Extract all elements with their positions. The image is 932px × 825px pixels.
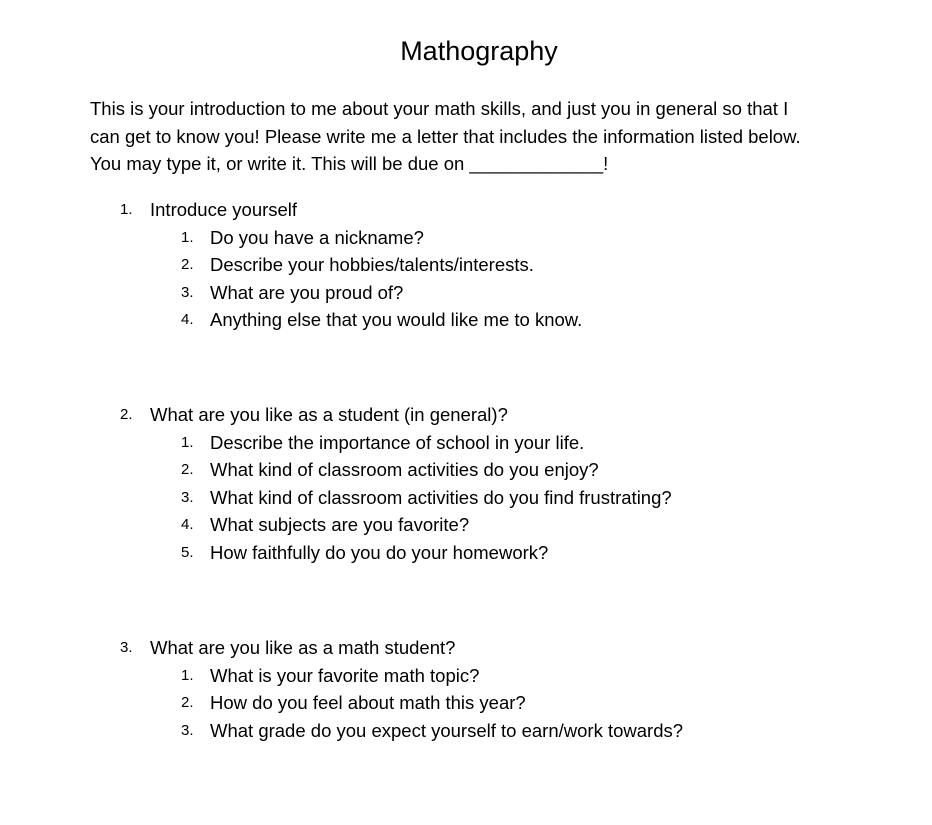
section-heading [0,196,932,224]
list-number: 3. [181,283,194,301]
list-item-text: How faithfully do you do your homework? [210,541,549,563]
list-number: 3. [181,488,194,506]
list-item [0,279,932,307]
list-item-text: What kind of classroom activities do you enjoy? [210,459,599,480]
list-item [0,662,932,690]
list-item-text: Anything else that you would like me to know. [210,309,583,330]
list-item [0,539,932,567]
list-item-text: What grade do you expect yourself to earn/work towards? [210,719,684,741]
list-number: 3. [120,639,133,656]
question-section [0,401,932,566]
intro-line: can get to know you! Please write me a letter that includes the information listed below. [90,125,801,147]
list-item-text: What is your favorite math topic? [210,664,480,686]
list-number: 2. [181,256,194,273]
list-number: 1. [120,201,133,218]
list-item-text: What subjects are you favorite? [210,514,470,535]
list-item-text: Do you have a nickname? [210,226,424,248]
list-number: 4. [181,516,194,533]
section-heading-text: Introduce yourself [150,199,298,220]
list-item [0,511,932,539]
list-number: 2. [120,406,133,423]
list-item-text: How do you feel about math this year? [210,692,526,713]
list-item [0,224,932,252]
list-number: 1. [181,228,194,246]
list-item [0,456,932,484]
section-heading-text: What are you like as a student (in general)? [150,404,508,425]
list-item-text: Describe your hobbies/talents/interests. [210,254,534,275]
list-item [0,306,932,334]
list-number: 3. [181,721,194,739]
document-title: Mathography [400,36,558,66]
section-heading-text: What are you like as a math student? [150,637,456,658]
list-number: 1. [181,666,194,684]
section-heading [0,401,932,429]
list-item [0,717,932,745]
intro-paragraph [90,95,890,178]
list-number: 1. [181,433,194,451]
intro-line: This is your introduction to me about your math skills, and just you in general so that I [90,98,789,119]
list-item-text: What are you proud of? [210,281,404,303]
question-section [0,196,932,334]
list-item [0,484,932,512]
section-heading [0,634,932,662]
list-number: 4. [181,311,194,328]
question-section [0,634,932,744]
list-item-text: What kind of classroom activities do you find frustrating? [210,486,672,508]
list-item [0,429,932,457]
intro-line: You may type it, or write it. This will be due on _____________! [90,153,609,174]
list-number: 2. [181,694,194,711]
list-item-text: Describe the importance of school in your life. [210,431,585,453]
list-number: 2. [181,461,194,478]
list-item [0,251,932,279]
list-number: 5. [181,543,194,561]
list-item [0,689,932,717]
